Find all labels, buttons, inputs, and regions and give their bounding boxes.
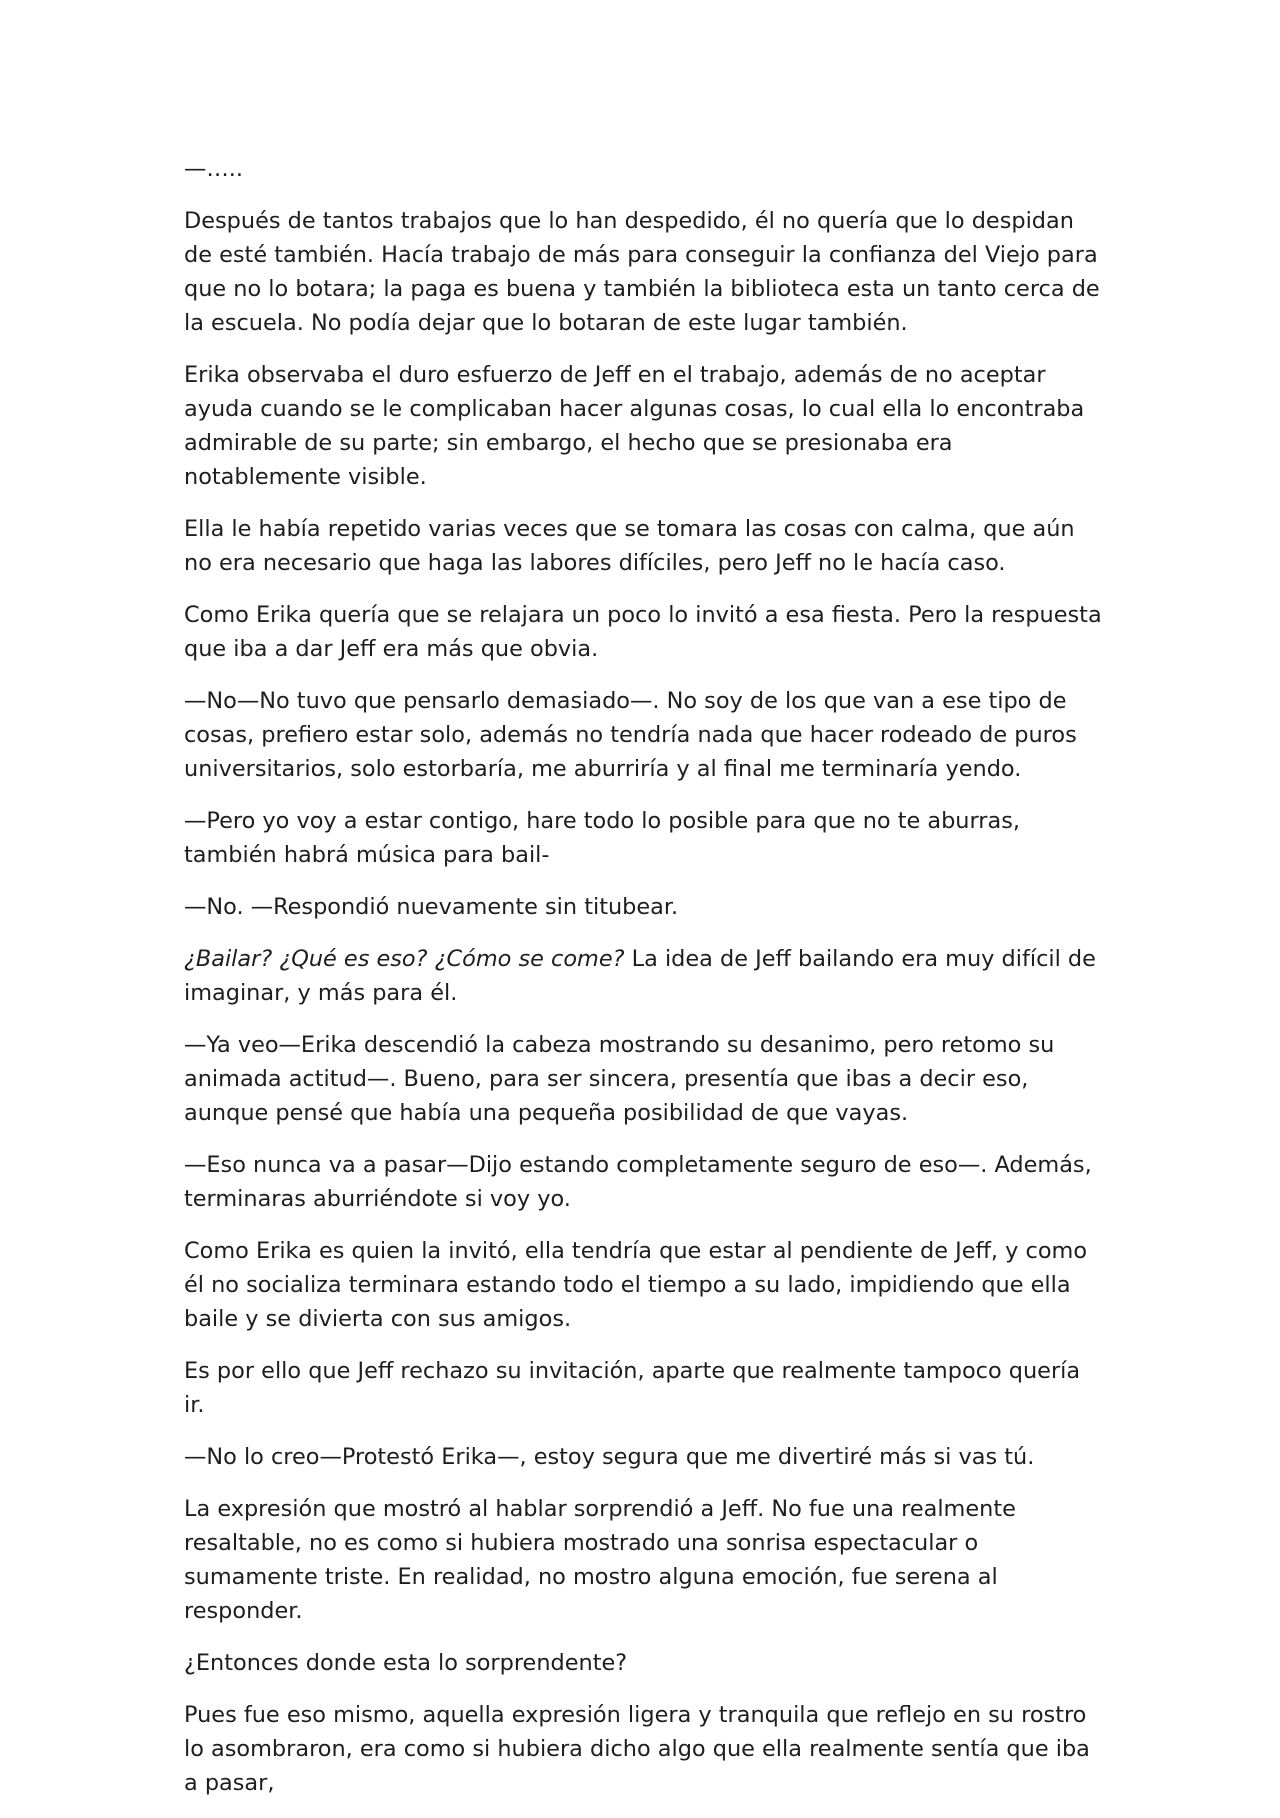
paragraph-17: Pues fue eso mismo, aquella expresión ligera y tranquila que reflejo en su rostro lo asombraron, era como si hubiera dicho algo que ella realmente sentía que iba a pasar, xyxy=(184,1702,1090,1796)
paragraph-16: ¿Entonces donde esta lo sorprendente? xyxy=(184,1650,628,1676)
paragraph-11: —Eso nunca va a pasar—Dijo estando completamente seguro de eso—. Además, terminaras aburriéndote si voy yo. xyxy=(184,1152,1092,1212)
paragraph-9 xyxy=(184,942,1104,1010)
paragraph-12: Como Erika es quien la invitó, ella tendría que estar al pendiente de Jeff, y como él no socializa terminara estando todo el tiempo a su lado, impidiendo que ella baile y se divierta con sus amigos. xyxy=(184,1238,1088,1332)
paragraph-3: Erika observaba el duro esfuerzo de Jeff en el trabajo, además de no aceptar ayuda cuando se le complicaban hacer algunas cosas, lo cual ella lo encontraba admirable de su parte; sin embargo, el hecho que se presionaba era notablemente visible. xyxy=(184,362,1085,490)
paragraph-4: Ella le había repetido varias veces que se tomara las cosas con calma, que aún no era necesario que haga las labores difíciles, pero Jeff no le hacía caso. xyxy=(184,516,1075,576)
paragraph-2: Después de tantos trabajos que lo han despedido, él no quería que lo despidan de esté también. Hacía trabajo de más para conseguir la confianza del Viejo para que no lo botara; la paga es buena y también la biblioteca esta un tanto cerca de la escuela. No podía dejar que lo botaran de este lugar también. xyxy=(184,208,1100,336)
paragraph-1: —….. xyxy=(184,156,244,182)
paragraph-5: Como Erika quería que se relajara un poco lo invitó a esa fiesta. Pero la respuesta que iba a dar Jeff era más que obvia. xyxy=(184,602,1102,662)
paragraph-10: —Ya veo—Erika descendió la cabeza mostrando su desanimo, pero retomo su animada actitud—. Bueno, para ser sincera, presentía que ibas a decir eso, aunque pensé que había una pequeña posibilidad de que vayas. xyxy=(184,1032,1055,1126)
document-body xyxy=(184,152,1104,1818)
paragraph-15: La expresión que mostró al hablar sorprendió a Jeff. No fue una realmente resaltable, no es como si hubiera mostrado una sonrisa espectacular o sumamente triste. En realidad, no mostro alguna emoción, fue serena al responder. xyxy=(184,1496,1016,1624)
paragraph-6: —No—No tuvo que pensarlo demasiado—. No soy de los que van a ese tipo de cosas, prefiero estar solo, además no tendría nada que hacer rodeado de puros universitarios, solo estorbaría, me aburriría y al final me terminaría yendo. xyxy=(184,688,1077,782)
paragraph-9-text: La idea de Jeff bailando era muy difícil de imaginar, y más para él. xyxy=(184,946,1096,1006)
paragraph-14: —No lo creo—Protestó Erika—, estoy segura que me divertiré más si vas tú. xyxy=(184,1444,1035,1470)
paragraph-8: —No. —Respondió nuevamente sin titubear. xyxy=(184,894,679,920)
paragraph-13: Es por ello que Jeff rechazo su invitación, aparte que realmente tampoco quería ir. xyxy=(184,1358,1081,1418)
paragraph-9-italic-thought: ¿Bailar? ¿Qué es eso? ¿Cómo se come? xyxy=(184,946,625,972)
paragraph-7: —Pero yo voy a estar contigo, hare todo lo posible para que no te aburras, también habrá música para bail- xyxy=(184,808,1021,868)
